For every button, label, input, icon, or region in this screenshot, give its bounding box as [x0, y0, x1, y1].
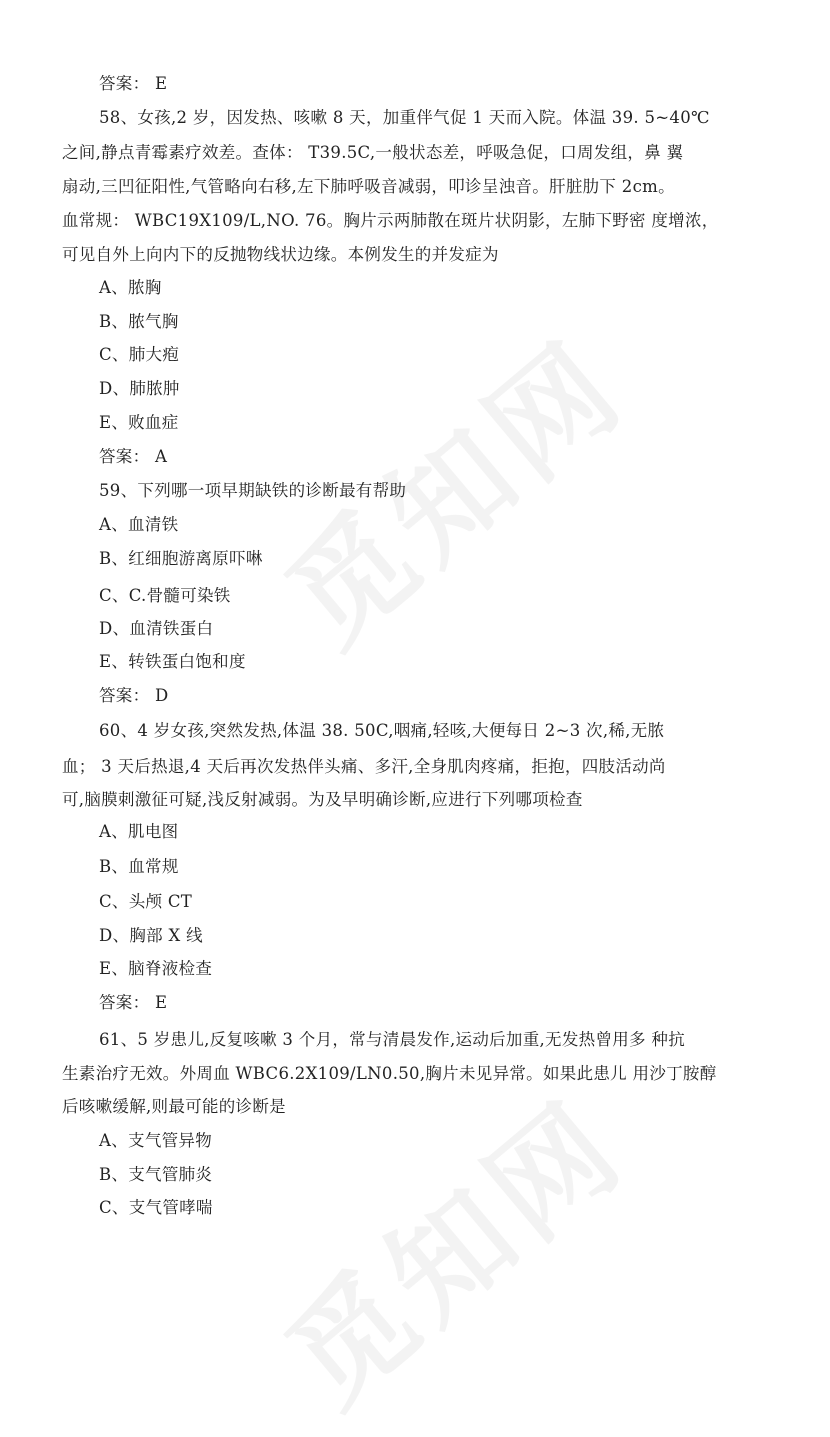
- question-58-line: 之间,静点青霉素疗效差。查体： T39.5C,一般状态差，呼吸急促，口周发组，鼻 翼: [62, 143, 684, 162]
- answer-line: 答案： E: [99, 74, 168, 93]
- option-line: C、头颅 CT: [99, 892, 193, 911]
- watermark-text: [245, 1055, 654, 1437]
- option-line: E、脑脊液检查: [99, 959, 213, 978]
- option-line: B、脓气胸: [99, 312, 179, 331]
- question-59-line: 59、下列哪一项早期缺铁的诊断最有帮助: [99, 481, 407, 500]
- option-line: C、C.骨髓可染铁: [99, 586, 231, 605]
- option-line: A、肌电图: [99, 822, 179, 841]
- option-line: A、血清铁: [99, 515, 179, 534]
- question-58-line: 扇动,三凹征阳性,气管略向右移,左下肺呼吸音减弱，叩诊呈浊音。肝脏肋下 2cm。: [62, 177, 675, 196]
- option-line: B、红细胞游离原吓啉: [99, 549, 263, 568]
- option-line: A、支气管异物: [99, 1131, 213, 1150]
- answer-line: 答案： D: [99, 686, 169, 705]
- question-61-line: 61、5 岁患儿,反复咳嗽 3 个月，常与清晨发作,运动后加重,无发热曾用多 种抗: [99, 1030, 686, 1049]
- option-line: B、支气管肺炎: [99, 1165, 213, 1184]
- question-60-line: 血； 3 天后热退,4 天后再次发热伴头痛、多汗,全身肌肉疼痛，拒抱，四肢活动尚: [62, 757, 666, 776]
- option-line: D、血清铁蛋白: [99, 619, 214, 638]
- option-line: B、血常规: [99, 857, 179, 876]
- option-line: D、肺脓肿: [99, 379, 180, 398]
- question-58-line: 58、女孩,2 岁，因发热、咳嗽 8 天，加重伴气促 1 天而入院。体温 39. 5~40℃: [99, 108, 710, 127]
- question-58-line: 可见自外上向内下的反抛物线状边缘。本例发生的并发症为: [62, 245, 499, 264]
- answer-line: 答案： E: [99, 993, 168, 1012]
- option-line: D、胸部 X 线: [99, 926, 203, 945]
- option-line: A、脓胸: [99, 278, 162, 297]
- answer-line: 答案： A: [99, 447, 168, 466]
- option-line: C、支气管哮喘: [99, 1198, 213, 1217]
- question-61-line: 后咳嗽缓解,则最可能的诊断是: [62, 1097, 286, 1116]
- option-line: E、转铁蛋白饱和度: [99, 652, 246, 671]
- question-60-line: 可,脑膜刺激征可疑,浅反射减弱。为及早明确诊断,应进行下列哪项检查: [62, 790, 583, 809]
- option-line: C、肺大疱: [99, 345, 180, 364]
- question-61-line: 生素治疗无效。外周血 WBC6.2X109/LN0.50,胸片未见异常。如果此患儿 用沙丁胺醇: [62, 1064, 717, 1083]
- question-58-line: 血常规： WBC19X109/L,NO. 76。胸片示两肺散在斑片状阴影，左肺下野密 度增浓，: [62, 211, 719, 230]
- question-60-line: 60、4 岁女孩,突然发热,体温 38. 50C,咽痛,轻咳,大便每日 2~3 次,稀,无脓: [99, 721, 665, 740]
- option-line: E、败血症: [99, 413, 179, 432]
